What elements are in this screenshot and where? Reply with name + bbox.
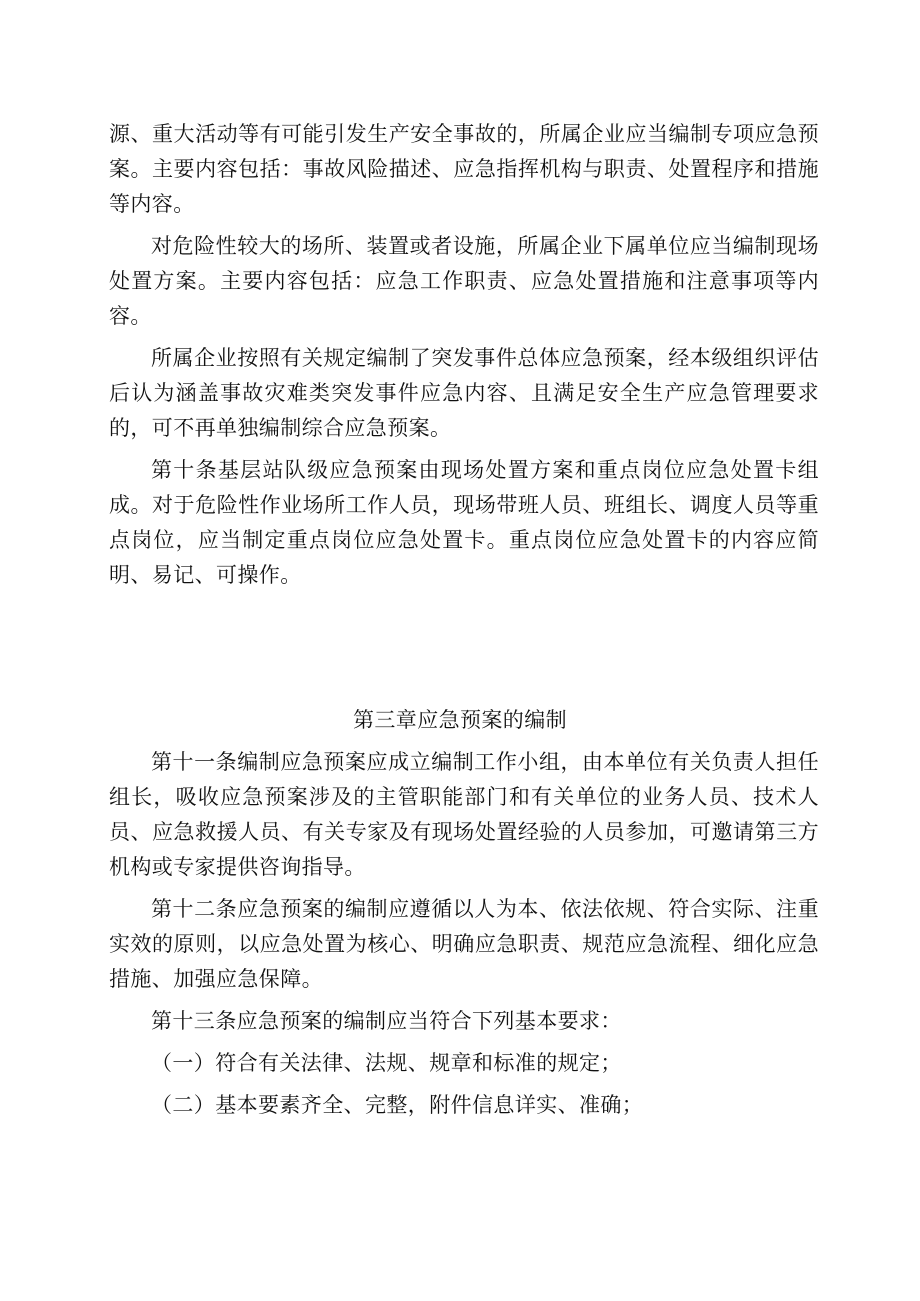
chapter-title: 第三章应急预案的编制: [353, 708, 567, 732]
paragraph-article-12: 第十二条应急预案的编制应遵循以人为本、依法依规、符合实际、注重实效的原则，以应急处置为核心、明确应急职责、规范应急流程、细化应急措施、加强应急保障。: [109, 897, 819, 991]
paragraph-article-10: 第十条基层站队级应急预案由现场处置方案和重点岗位应急处置卡组成。对于危险性作业场所工作人员，现场带班人员、班组长、调度人员等重点岗位，应当制定重点岗位应急处置卡。重点岗位应急处置卡的内容应简明、易记、可操作。: [109, 458, 819, 587]
paragraph-onsite-plan: 对危险性较大的场所、装置或者设施，所属企业下属单位应当编制现场处置方案。主要内容包括：应急工作职责、应急处置措施和注意事项等内容。: [109, 234, 819, 328]
paragraph-article-11: 第十一条编制应急预案应成立编制工作小组，由本单位有关负责人担任组长，吸收应急预案涉及的主管职能部门和有关单位的业务人员、技术人员、应急救援人员、有关专家及有现场处置经验的人员参加，可邀请第三方机构或专家提供咨询指导。: [109, 750, 819, 879]
paragraph-general-plan: 所属企业按照有关规定编制了突发事件总体应急预案，经本级组织评估后认为涵盖事故灾难类突发事件应急内容、且满足安全生产应急管理要求的，可不再单独编制综合应急预案。: [109, 346, 819, 440]
paragraph-special-plan-continuation: 源、重大活动等有可能引发生产安全事故的，所属企业应当编制专项应急预案。主要内容包括：事故风险描述、应急指挥机构与职责、处置程序和措施等内容。: [109, 122, 819, 216]
body-text-upper: [109, 117, 819, 593]
body-text-lower: [109, 745, 819, 1123]
list-item-1: （一）符合有关法律、法规、规章和标准的规定；: [151, 1051, 622, 1075]
paragraph-article-13: 第十三条应急预案的编制应当符合下列基本要求：: [151, 1009, 622, 1033]
list-item-2: （二）基本要素齐全、完整，附件信息详实、准确；: [151, 1093, 644, 1117]
